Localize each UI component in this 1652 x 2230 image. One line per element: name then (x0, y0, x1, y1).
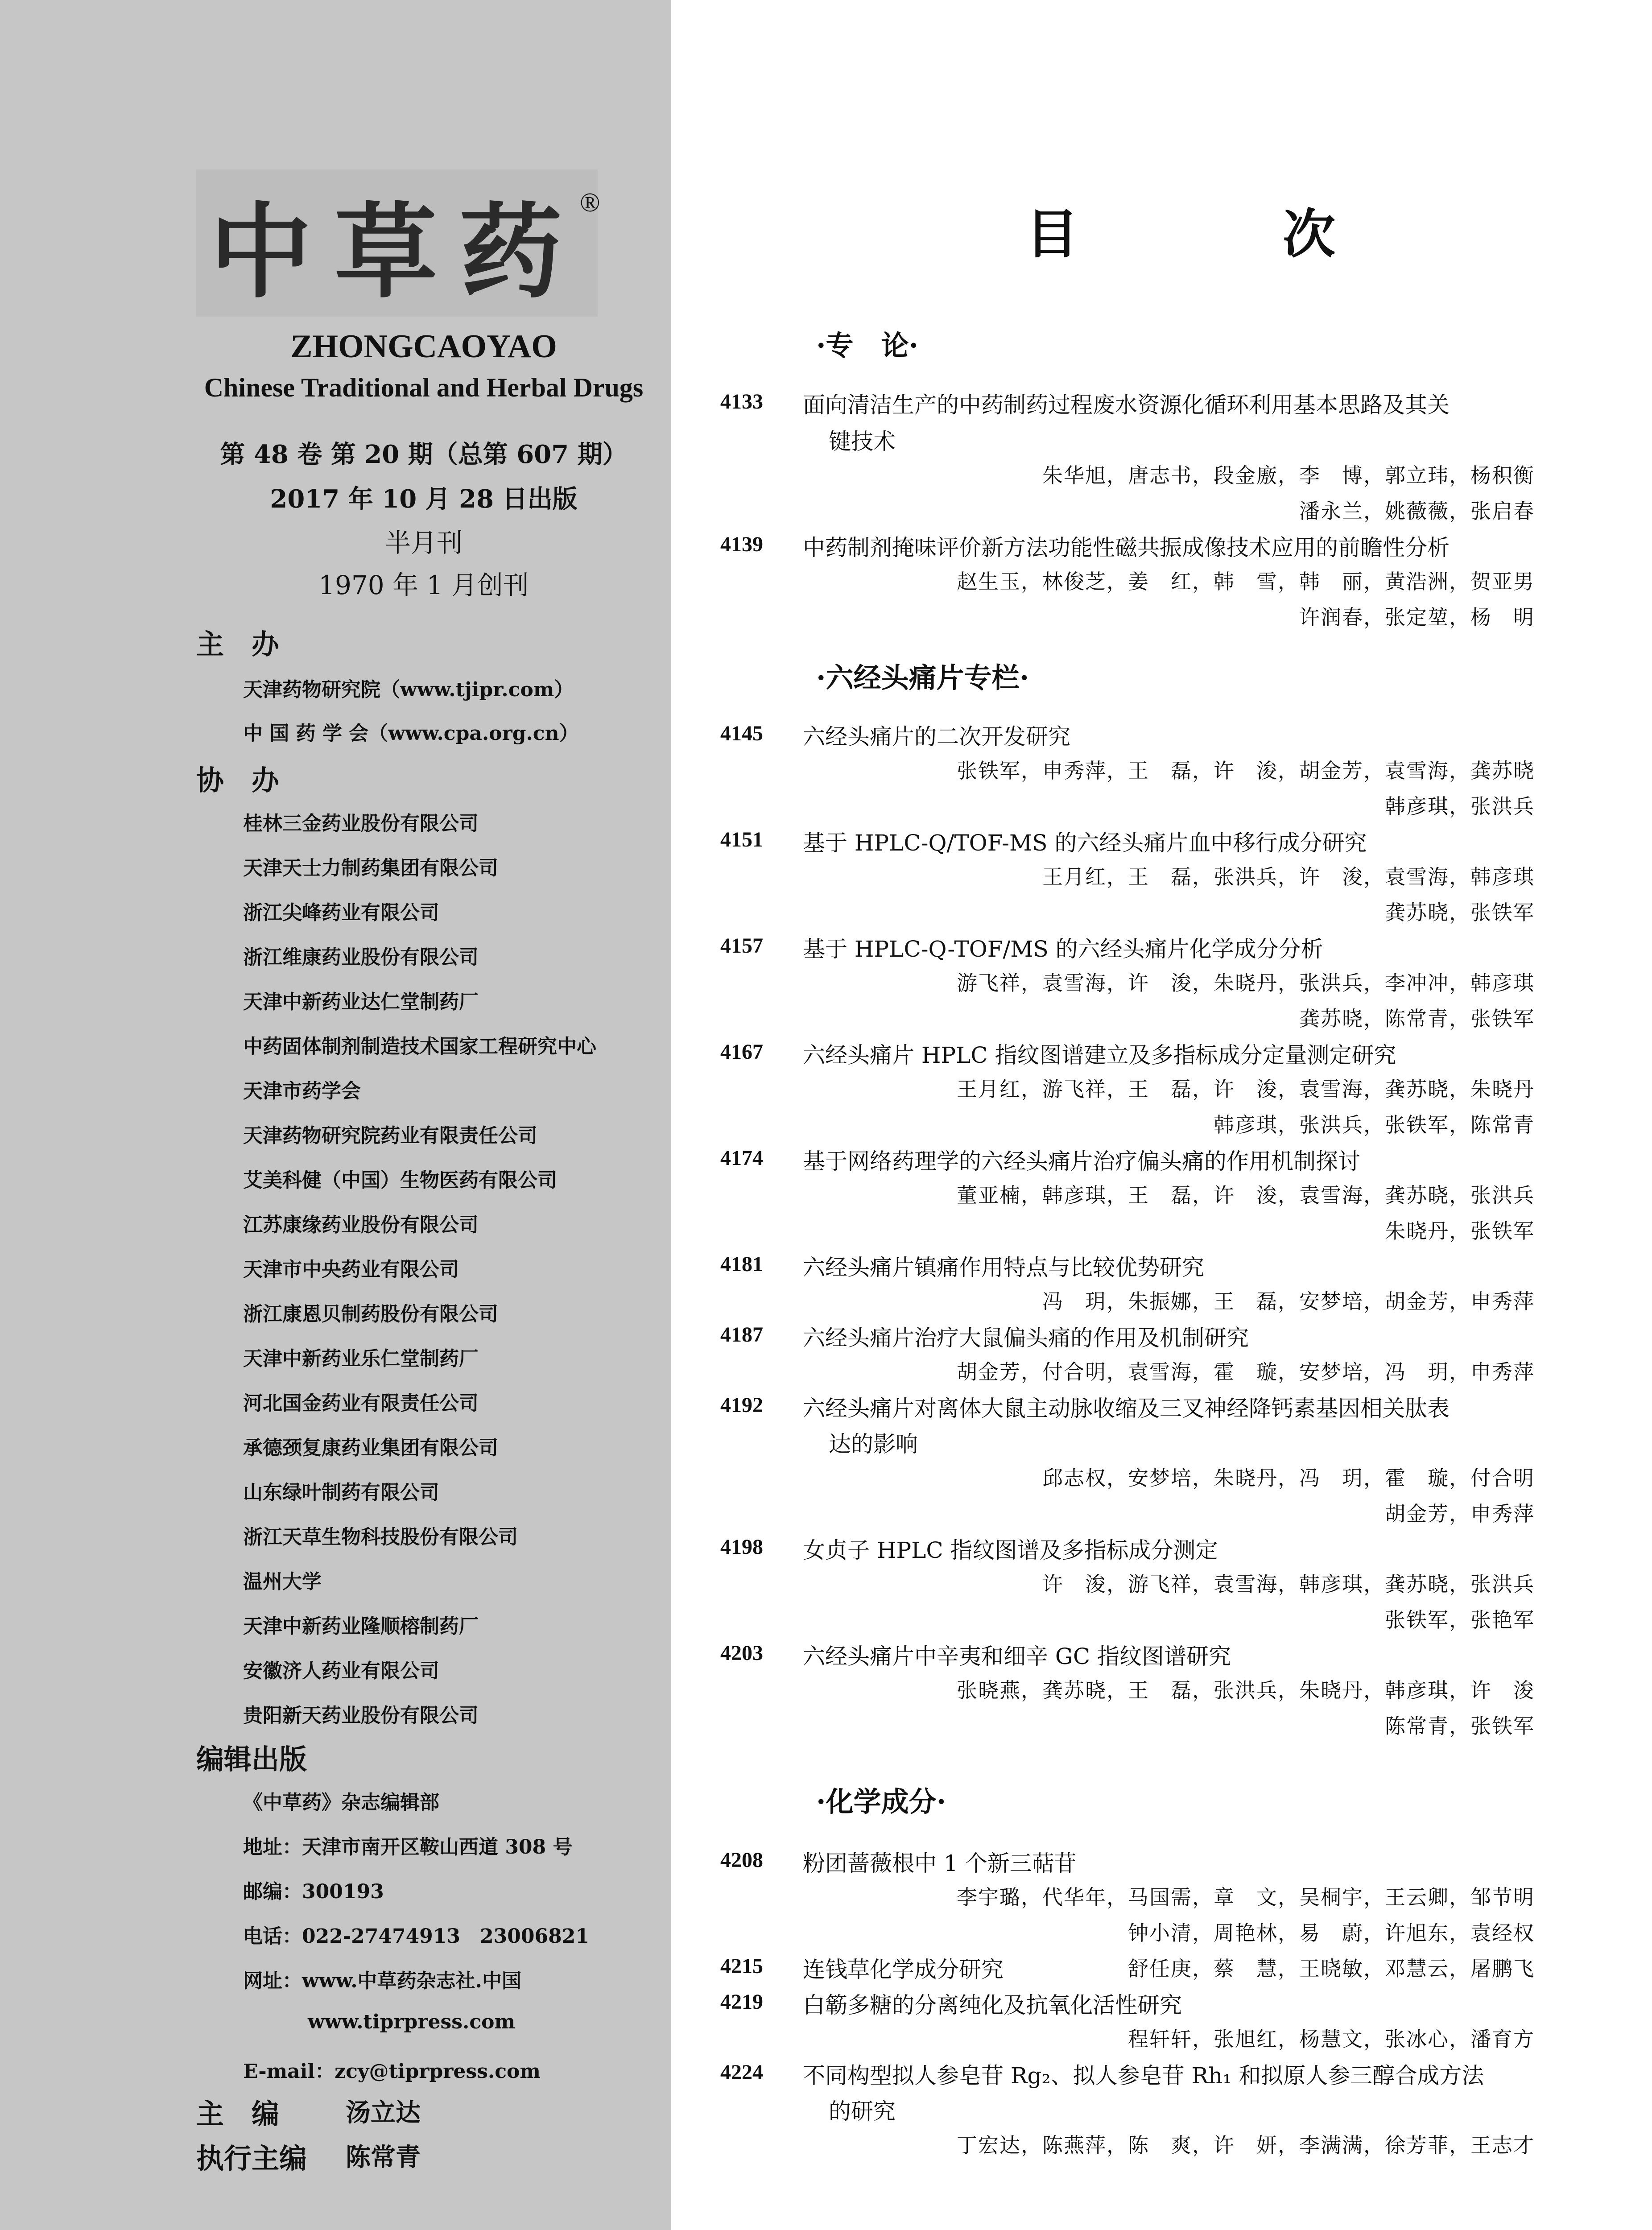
journal-title-en: ZHONGCAOYAO (290, 328, 557, 365)
article-title[interactable]: 连钱草化学成分研究 (803, 1957, 1004, 1982)
editor-name: 汤立达 (346, 2098, 421, 2127)
cosponsor-item: 天津市药学会 (243, 1080, 361, 1103)
article-title[interactable]: 不同构型拟人参皂苷 Rg₂、拟人参皂苷 Rh₁ 和拟原人参三醇合成方法 (803, 2063, 1484, 2089)
article-authors: 冯 玥，朱振娜，王 磊，安梦培，胡金芳，申秀萍 (1042, 1289, 1535, 1313)
section-heading: ·专 论· (816, 329, 919, 362)
article-authors: 舒任庚，蔡 慧，王晓敏，邓慧云，屠鹏飞 (1128, 1957, 1535, 1981)
publisher-name: 《中草药》杂志编辑部 (243, 1791, 439, 1814)
article-authors: 陈常青，张铁军 (1385, 1714, 1535, 1738)
article-authors: 王月红，王 磊，张洪兵，许 浚，袁雪海，韩彦琪 (1042, 865, 1535, 889)
publisher-heading: 编辑出版 (196, 1743, 307, 1776)
article-authors: 韩彦琪，张洪兵，张铁军，陈常青 (1214, 1113, 1535, 1137)
exec-editor-label: 执行主编 (196, 2142, 307, 2175)
article-authors: 董亚楠，韩彦琪，王 磊，许 浚，袁雪海，龚苏晓，张洪兵 (957, 1183, 1535, 1207)
page-number: 4198 (720, 1535, 763, 1559)
toc-title: 目 次 (1026, 203, 1412, 265)
cosponsor-item: 天津市中央药业有限公司 (243, 1258, 459, 1281)
article-authors: 朱晓丹，张铁军 (1385, 1219, 1535, 1243)
article-authors: 李宇璐，代华年，马国需，章 文，吴桐宇，王云卿，邹节明 (957, 1885, 1535, 1909)
article-authors: 邱志权，安梦培，朱晓丹，冯 玥，霍 璇，付合明 (1042, 1466, 1535, 1490)
cosponsor-item: 河北国金药业有限责任公司 (243, 1392, 479, 1415)
cosponsor-item: 温州大学 (243, 1570, 322, 1593)
cosponsor-item: 安徽济人药业有限公司 (243, 1660, 439, 1682)
frequency: 半月刊 (384, 528, 463, 558)
article-authors: 张晓燕，龚苏晓，王 磊，张洪兵，朱晓丹，韩彦琪，许 浚 (957, 1678, 1535, 1702)
cosponsor-item: 桂林三金药业股份有限公司 (243, 812, 479, 835)
page-number: 4174 (720, 1146, 763, 1170)
article-title[interactable]: 白簕多糖的分离纯化及抗氧化活性研究 (803, 1992, 1182, 2018)
publisher-postcode: 邮编：300193 (243, 1880, 384, 1903)
cosponsor-item: 天津药物研究院药业有限责任公司 (243, 1124, 537, 1147)
cosponsor-item: 浙江维康药业股份有限公司 (243, 946, 479, 969)
page-number: 4187 (720, 1323, 763, 1346)
article-authors: 丁宏达，陈燕萍，陈 爽，许 妍，李满满，徐芳菲，王志才 (957, 2133, 1535, 2157)
cosponsor-heading: 协 办 (196, 764, 280, 797)
article-title[interactable]: 六经头痛片镇痛作用特点与比较优势研究 (803, 1255, 1204, 1280)
page-number: 4133 (720, 390, 763, 413)
page-number: 4215 (720, 1954, 763, 1978)
article-title[interactable]: 中药制剂掩味评价新方法功能性磁共振成像技术应用的前瞻性分析 (803, 535, 1450, 561)
article-authors: 张铁军，张艳军 (1385, 1608, 1535, 1632)
sidebar (0, 0, 671, 2230)
article-authors: 程轩轩，张旭红，杨慧文，张冰心，潘育方 (1128, 2027, 1535, 2051)
registered-mark: ® (580, 188, 600, 217)
page-number: 4219 (720, 1990, 763, 2014)
cosponsor-item: 承德颈复康药业集团有限公司 (243, 1437, 498, 1459)
page-number: 4208 (720, 1848, 763, 1872)
cosponsor-item: 天津中新药业隆顺榕制药厂 (243, 1615, 479, 1638)
article-title[interactable]: 六经头痛片 HPLC 指纹图谱建立及多指标成分定量测定研究 (803, 1042, 1396, 1068)
cosponsor-item: 江苏康缘药业股份有限公司 (243, 1214, 479, 1236)
sponsor-item: 中 国 药 学 会（www.cpa.org.cn） (243, 722, 579, 745)
article-title[interactable]: 六经头痛片治疗大鼠偏头痛的作用及机制研究 (803, 1325, 1249, 1351)
article-title[interactable]: 基于 HPLC-Q/TOF-MS 的六经头痛片血中移行成分研究 (803, 830, 1367, 856)
founded-date: 1970 年 1 月创刊 (318, 570, 529, 600)
page-number: 4167 (720, 1040, 763, 1064)
article-authors: 王月红，游飞祥，王 磊，许 浚，袁雪海，龚苏晓，朱晓丹 (957, 1077, 1535, 1101)
article-authors: 胡金芳，申秀萍 (1385, 1502, 1535, 1526)
page-number: 4151 (720, 828, 763, 851)
page-number: 4192 (720, 1393, 763, 1417)
article-authors: 许润春，张定堃，杨 明 (1299, 605, 1535, 629)
article-title[interactable]: 粉团蔷薇根中 1 个新三萜苷 (803, 1850, 1077, 1876)
editor-label: 主 编 (196, 2098, 280, 2130)
publisher-phone: 电话：022-27474913 23006821 (243, 1925, 589, 1948)
article-authors: 张铁军，申秀萍，王 磊，许 浚，胡金芳，袁雪海，龚苏晓 (957, 759, 1535, 783)
article-title-cont[interactable]: 的研究 (829, 2098, 896, 2124)
page-number: 4224 (720, 2061, 763, 2084)
cosponsor-item: 浙江康恩贝制药股份有限公司 (243, 1303, 498, 1326)
article-title[interactable]: 女贞子 HPLC 指纹图谱及多指标成分测定 (803, 1537, 1218, 1563)
article-authors: 朱华旭，唐志书，段金廒，李 博，郭立玮，杨积衡 (1042, 463, 1535, 487)
page-number: 4203 (720, 1641, 763, 1665)
cosponsor-item: 贵阳新天药业股份有限公司 (243, 1704, 479, 1727)
page-number: 4157 (720, 934, 763, 958)
cosponsor-item: 天津中新药业达仁堂制药厂 (243, 991, 479, 1013)
publisher-website: 网址：www.中草药杂志社.中国 (243, 1970, 521, 1992)
article-title[interactable]: 基于网络药理学的六经头痛片治疗偏头痛的作用机制探讨 (803, 1148, 1360, 1174)
page-number: 4181 (720, 1252, 763, 1276)
cosponsor-item: 天津中新药业乐仁堂制药厂 (243, 1347, 479, 1370)
publication-date: 2017 年 10 月 28 日出版 (270, 484, 578, 514)
publisher-email: E-mail：zcy@tiprpress.com (243, 2060, 541, 2083)
sponsor-heading: 主 办 (196, 628, 280, 661)
publisher-address: 地址：天津市南开区鞍山西道 308 号 (243, 1836, 573, 1858)
exec-editor-name: 陈常青 (346, 2143, 421, 2172)
publisher-website-2: www.tiprpress.com (308, 2011, 516, 2033)
article-authors: 钟小清，周艳林，易 蔚，许旭东，袁经权 (1128, 1921, 1535, 1945)
cosponsor-item: 浙江尖峰药业有限公司 (243, 901, 439, 924)
article-authors: 赵生玉，林俊芝，姜 红，韩 雪，韩 丽，黄浩洲，贺亚男 (957, 570, 1535, 594)
page-number: 4139 (720, 533, 763, 556)
page-number: 4145 (720, 722, 763, 745)
article-authors: 龚苏晓，张铁军 (1385, 900, 1535, 925)
article-title[interactable]: 六经头痛片的二次开发研究 (803, 724, 1070, 750)
section-heading: ·六经头痛片专栏· (816, 661, 1029, 694)
sponsor-item: 天津药物研究院（www.tjipr.com） (243, 678, 574, 701)
cosponsor-item: 艾美科健（中国）生物医药有限公司 (243, 1169, 557, 1192)
article-title[interactable]: 基于 HPLC-Q-TOF/MS 的六经头痛片化学成分分析 (803, 936, 1323, 962)
cosponsor-item: 中药固体制剂制造技术国家工程研究中心 (243, 1035, 596, 1058)
article-authors: 龚苏晓，陈常青，张铁军 (1299, 1007, 1535, 1031)
article-authors: 许 浚，游飞祥，袁雪海，韩彦琪，龚苏晓，张洪兵 (1042, 1572, 1535, 1596)
article-title[interactable]: 六经头痛片中辛夷和细辛 GC 指纹图谱研究 (803, 1644, 1231, 1669)
article-authors: 胡金芳，付合明，袁雪海，霍 璇，安梦培，冯 玥，申秀萍 (957, 1360, 1535, 1384)
cosponsor-item: 浙江天草生物科技股份有限公司 (243, 1526, 518, 1549)
journal-subtitle-en: Chinese Traditional and Herbal Drugs (204, 373, 644, 402)
article-title-cont[interactable]: 键技术 (829, 429, 896, 454)
article-title[interactable]: 面向清洁生产的中药制药过程废水资源化循环利用基本思路及其关 (803, 392, 1450, 418)
issue-info: 第 48 卷 第 20 期（总第 607 期） (220, 440, 628, 469)
article-authors: 潘永兰，姚薇薇，张启春 (1299, 499, 1535, 523)
cosponsor-item: 天津天士力制药集团有限公司 (243, 857, 498, 880)
section-heading: ·化学成分· (816, 1785, 946, 1818)
cosponsor-item: 山东绿叶制药有限公司 (243, 1481, 439, 1504)
journal-logo: 中草药 (196, 169, 598, 317)
article-title-cont[interactable]: 达的影响 (829, 1431, 918, 1457)
article-authors: 游飞祥，袁雪海，许 浚，朱晓丹，张洪兵，李冲冲，韩彦琪 (957, 971, 1535, 995)
article-title[interactable]: 六经头痛片对离体大鼠主动脉收缩及三叉神经降钙素基因相关肽表 (803, 1396, 1450, 1421)
article-authors: 韩彦琪，张洪兵 (1385, 794, 1535, 818)
